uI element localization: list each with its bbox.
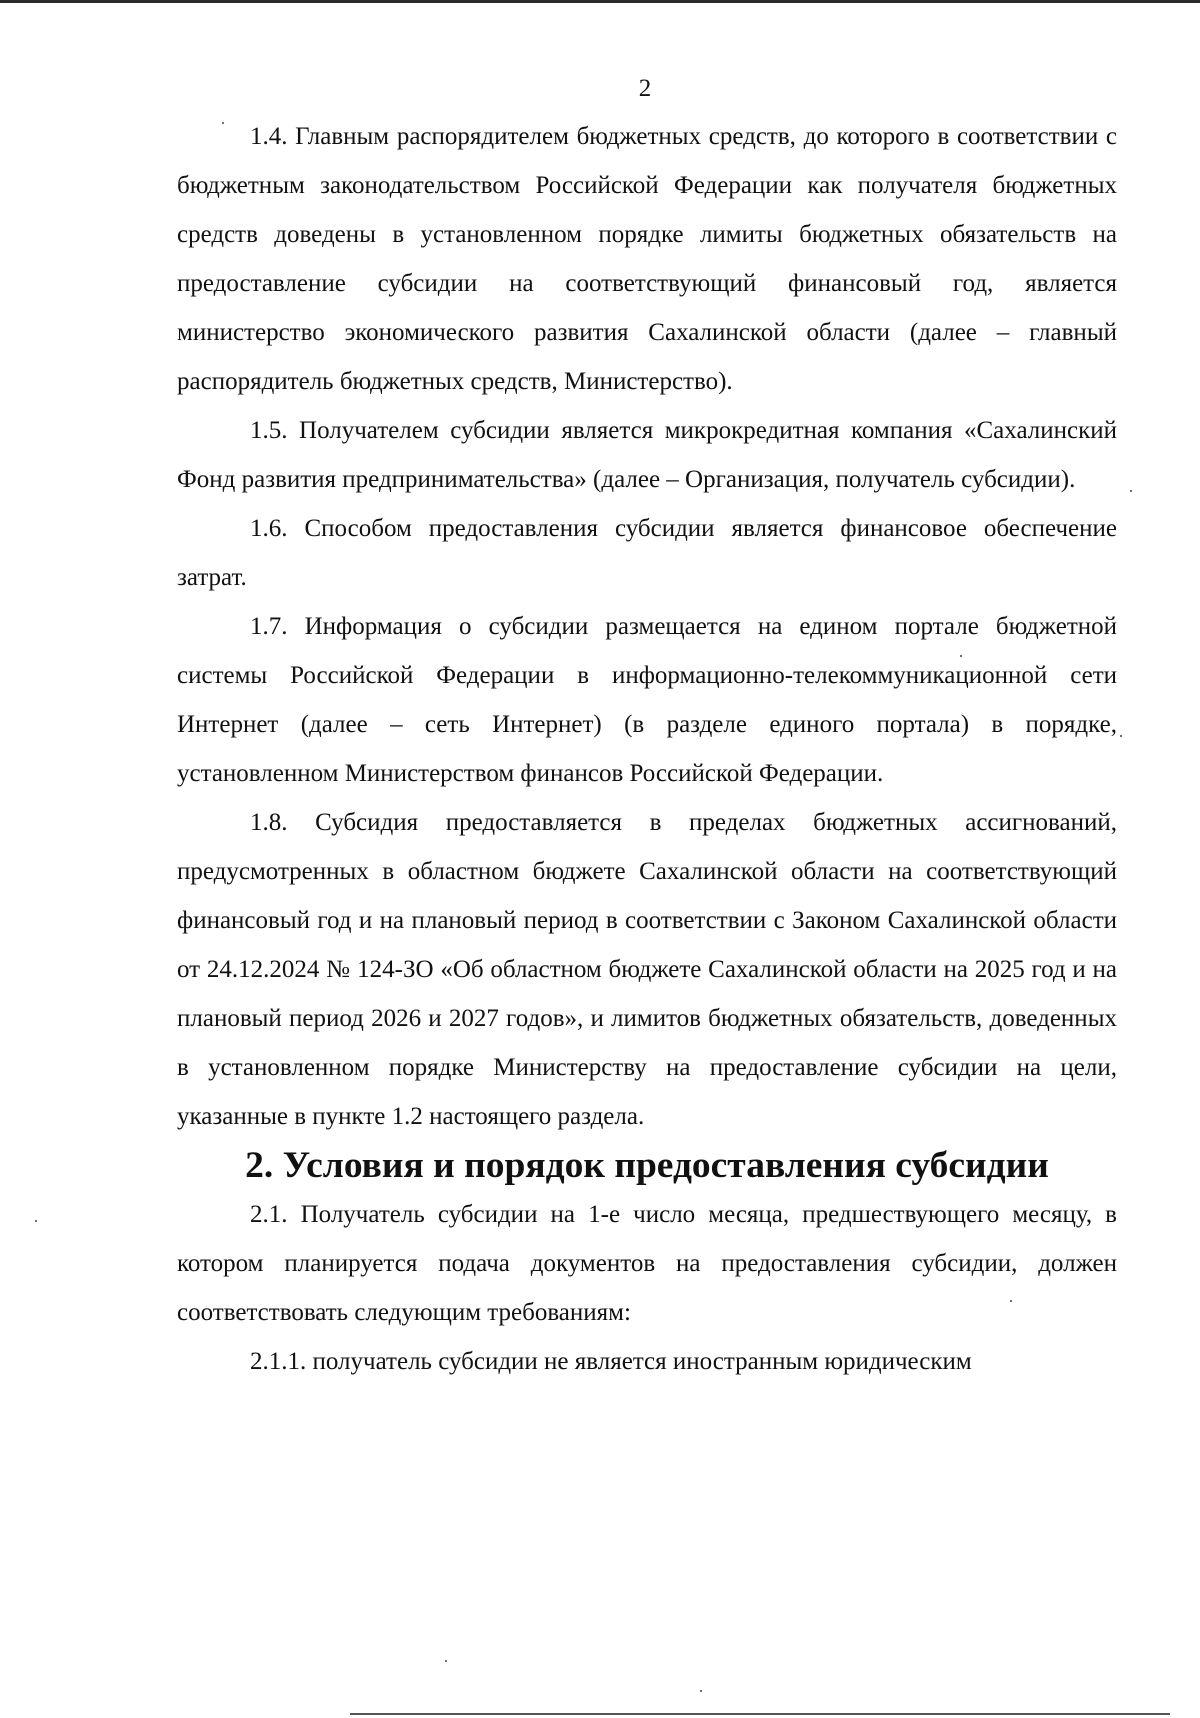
scan-speck bbox=[700, 1690, 702, 1692]
paragraph-1-7: 1.7. Информация о субсидии размещается на едином портале бюджетной системы Российской Федерации в информационно-телекоммуникационной сети Интернет (далее – сеть Интернет) (в разделе единого портала) в порядке, установленном Министерством финансов Российской Федерации. bbox=[177, 613, 1117, 787]
section-heading: 2. Условия и порядок предоставления субсидии bbox=[245, 1145, 1049, 1186]
paragraph-2-1: 2.1. Получатель субсидии на 1-е число месяца, предшествующего месяцу, в котором планируется подача документов на предоставления субсидии, должен соответствовать следующим требованиям: bbox=[177, 1201, 1117, 1326]
document-body bbox=[177, 112, 1117, 1386]
scan-speck bbox=[960, 655, 962, 657]
paragraph-1-6: 1.6. Способом предоставления субсидии является финансовое обеспечение затрат. bbox=[177, 515, 1117, 591]
scan-bottom-edge bbox=[350, 1713, 1170, 1715]
paragraph-1-4: 1.4. Главным распорядителем бюджетных средств, до которого в соответствии с бюджетным законодательством Российской Федерации как получателя бюджетных средств доведены в установленном порядке лимиты бюджетных обязательств на предоставление субсидии на соответствующий финансовый год, является министерство экономического развития Сахалинской области (далее – главный распорядитель бюджетных средств, Министерство). bbox=[177, 123, 1117, 395]
scan-speck bbox=[1010, 1300, 1012, 1302]
paragraph-1-5: 1.5. Получателем субсидии является микрокредитная компания «Сахалинский Фонд развития предпринимательства» (далее – Организация, получатель субсидии). bbox=[177, 417, 1117, 493]
scan-speck bbox=[222, 122, 224, 124]
scan-speck bbox=[35, 1220, 37, 1222]
page-number: 2 bbox=[638, 75, 652, 102]
scan-speck bbox=[1130, 490, 1132, 492]
scan-speck bbox=[1120, 735, 1122, 737]
scan-top-edge bbox=[0, 0, 1200, 3]
scan-speck bbox=[445, 1660, 447, 1662]
paragraph-2-1-1: 2.1.1. получатель субсидии не является иностранным юридическим bbox=[250, 1348, 972, 1375]
paragraph-1-8: 1.8. Субсидия предоставляется в пределах бюджетных ассигнований, предусмотренных в областном бюджете Сахалинской области на соответствующий финансовый год и на плановый период в соответствии с Законом Сахалинской области от 24.12.2024 № 124-ЗО «Об областном бюджете Сахалинской области на 2025 год и на плановый период 2026 и 2027 годов», и лимитов бюджетных обязательств, доведенных в установленном порядке Министерству на предоставление субсидии на цели, указанные в пункте 1.2 настоящего раздела. bbox=[177, 809, 1117, 1130]
